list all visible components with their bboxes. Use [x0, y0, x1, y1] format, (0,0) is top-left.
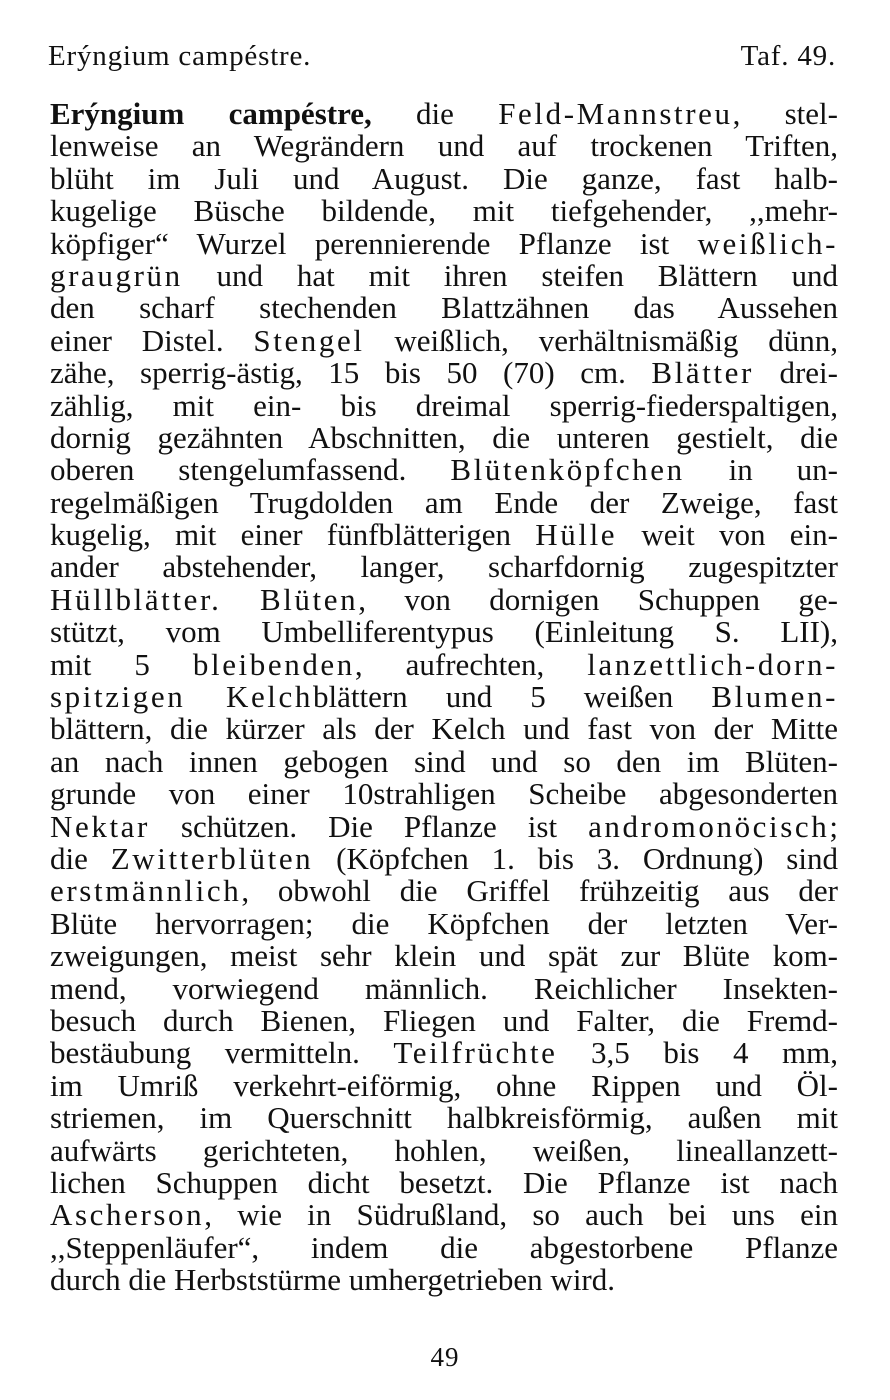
spaced-term: Hülle [535, 517, 618, 553]
text-run: schützen. Die Pflanze ist [149, 808, 589, 844]
text-run: aufwärts gerichteten, hohlen, weißen, lineallanzett- [50, 1132, 838, 1168]
text-run: regelmäßigen Trugdolden am Ende der Zweige, fast [50, 484, 838, 520]
text-line [50, 646, 838, 682]
text-run: drei- [753, 355, 838, 391]
text-run: zähe, sperrig-ästig, 15 bis 50 (70) cm. [50, 355, 652, 391]
text-line [50, 940, 838, 972]
text-run: im Umriß verkehrt-eiförmig, ohne Rippen und Öl- [50, 1067, 838, 1103]
text-run: zählig, mit ein- bis dreimal sperrig-fiederspaltigen, [50, 387, 838, 423]
text-run: blättern, die kürzer als der Kelch und fast von der Mitte [50, 711, 838, 747]
spaced-term: Stengel [253, 322, 365, 358]
text-run: striemen, im Querschnitt halbkreisförmig, außen mit [50, 1100, 838, 1136]
text-line [50, 419, 838, 455]
text-run: den scharf stechenden Blattzähnen das Aussehen [50, 290, 838, 326]
text-run: weit von ein- [617, 517, 838, 553]
text-run: und hat mit ihren steifen Blättern und [182, 257, 838, 293]
text-run: köpfiger“ Wurzel perennierende Pflanze ist [50, 225, 698, 261]
text-line [50, 1102, 838, 1134]
spaced-term: bleibenden [192, 646, 355, 682]
text-run: zweigungen, meist sehr klein und spät zur Blüte kom- [50, 938, 838, 974]
text-line [50, 1002, 838, 1038]
text-run: Blüte hervorragen; die Köpfchen der letzten Ver- [50, 905, 838, 941]
spaced-term: Teilfrüchte [393, 1035, 558, 1071]
text-line [50, 581, 839, 617]
text-line [50, 875, 838, 907]
text-line [50, 357, 838, 389]
text-line [50, 1067, 838, 1103]
text-run: kugelige Büsche bildende, mit tiefgehender, ,,mehr- [50, 193, 838, 229]
spaced-term: erstmännlich [50, 873, 242, 909]
text-run: die [371, 96, 499, 131]
text-line [50, 1264, 838, 1296]
spaced-term: graugrün [50, 257, 183, 293]
text-line [50, 713, 838, 745]
text-run: kugelig, mit einer fünfblätterigen [50, 517, 536, 553]
text-run: stützt, vom Umbelliferentypus (Einleitung S. LII), [50, 614, 838, 650]
text-line [50, 160, 838, 196]
text-run: bestäubung vermitteln. [50, 1035, 394, 1071]
species-description [50, 98, 838, 1296]
text-line [50, 130, 838, 162]
text-line [50, 616, 838, 648]
species-running-title: Erýngium campéstre. [48, 40, 312, 72]
text-line [50, 322, 838, 358]
text-run: , stel- [732, 96, 838, 131]
text-run: mit 5 [50, 646, 193, 682]
text-run: grunde von einer 10strahligen Scheibe abgesonderten [50, 776, 838, 812]
text-run: ,,Steppenläufer“, indem die abgestorbene Pflanze [50, 1229, 838, 1265]
spaced-term: Blüten [259, 581, 359, 617]
text-run: besuch durch Bienen, Fliegen und Falter, die Fremd- [50, 1002, 838, 1038]
text-run: mend, vorwiegend männlich. Reichlicher Insekten- [50, 970, 838, 1006]
spaced-term: Ascherson [50, 1197, 205, 1233]
spaced-term: Hüllblätter. [50, 581, 222, 617]
spaced-term: Blätter [651, 355, 754, 391]
spaced-term: spitzigen Kelch [50, 679, 313, 715]
text-run: , aufrechten, [354, 646, 588, 682]
text-line [50, 1132, 838, 1168]
text-line [50, 98, 838, 130]
text-run: ; [829, 808, 838, 844]
text-run: weißlich, verhältnismäßig dünn, [364, 322, 838, 358]
spaced-term: Blumen- [711, 679, 838, 715]
text-line [50, 1164, 838, 1200]
page-number: 49 [430, 1342, 460, 1372]
text-line [50, 1199, 838, 1231]
text-line [50, 840, 838, 876]
text-run: die [50, 840, 111, 876]
text-line [50, 454, 838, 486]
text-line [50, 551, 838, 583]
running-head [48, 36, 836, 76]
text-line [50, 778, 838, 810]
text-line [50, 519, 838, 551]
text-run: ander abstehender, langer, scharfdornig zugespitzter [50, 549, 838, 585]
text-run: , obwohl die Griffel frühzeitig aus der [241, 873, 838, 909]
text-line [50, 387, 838, 423]
text-run: , wie in Südrußland, so auch bei uns ein [204, 1197, 838, 1233]
text-line [50, 1037, 838, 1069]
text-run: lichen Schuppen dicht besetzt. Die Pflanze ist nach [50, 1164, 838, 1200]
text-run: lenweise an Wegrändern und auf trockenen Triften, [50, 128, 838, 164]
text-run: 3,5 bis 4 mm, [557, 1035, 838, 1071]
spaced-term: lanzettlich-dorn- [587, 646, 838, 682]
spaced-term: Blütenköpfchen [450, 452, 685, 488]
text-run [222, 582, 260, 617]
text-line [50, 195, 838, 227]
text-run: blüht im Juli und August. Die ganze, fast halb- [50, 160, 838, 196]
text-line [50, 905, 838, 941]
text-run: (Köpfchen 1. bis 3. Ordnung) sind [313, 840, 838, 876]
text-line [50, 681, 838, 713]
text-line [50, 292, 838, 324]
text-run: oberen stengelumfassend. [50, 452, 451, 488]
spaced-term: Feld-Mannstreu [498, 96, 733, 131]
text-run: durch die Herbststürme umhergetrieben wird. [50, 1262, 616, 1298]
text-run: in un- [684, 452, 839, 488]
spaced-term: Nektar [50, 808, 150, 844]
text-line [50, 808, 838, 844]
text-line [50, 484, 838, 520]
species-name-bold: Erýngium campéstre, [50, 96, 372, 131]
spaced-term: Zwitterblüten [110, 840, 314, 876]
spaced-term: weißlich- [697, 225, 838, 261]
text-line [50, 225, 838, 261]
text-run: , von dornigen Schuppen ge- [358, 581, 839, 617]
text-run: dornig gezähnten Abschnitten, die unteren gestielt, die [50, 419, 838, 455]
text-line [50, 743, 838, 779]
text-run: einer Distel. [50, 322, 254, 358]
plate-reference: Taf. 49. [740, 40, 836, 72]
text-run: blättern und 5 weißen [312, 679, 712, 715]
text-run: an nach innen gebogen sind und so den im Blüten- [50, 743, 838, 779]
spaced-term: andromonöcisch [588, 808, 830, 844]
text-line [50, 970, 838, 1006]
text-line [50, 1229, 838, 1265]
text-line [50, 257, 838, 293]
